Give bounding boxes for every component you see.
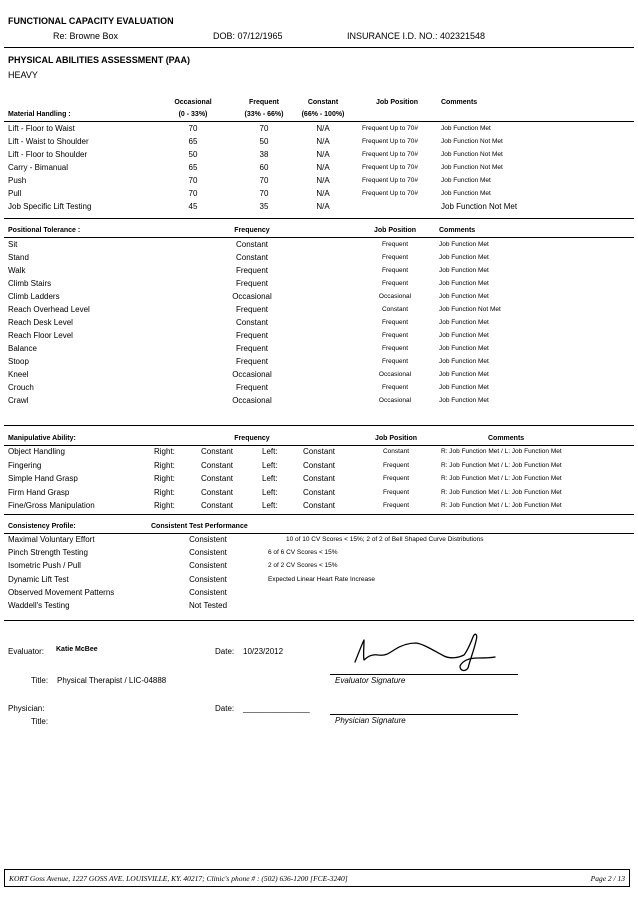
- material-col-constant-range: (66% - 100%): [301, 111, 345, 118]
- material-row-occasional: 70: [188, 124, 198, 133]
- material-row-frequent: 38: [259, 150, 269, 159]
- material-row-comment: Job Function Not Met: [441, 202, 518, 211]
- manipulative-right-label: Right:: [154, 488, 175, 497]
- material-col-frequent: Frequent: [249, 99, 279, 106]
- manipulative-row-comment: R: Job Function Met / L: Job Function Met: [441, 502, 562, 509]
- positional-row-comment: Job Function Met: [439, 254, 489, 261]
- positional-row-comment: Job Function Not Met: [439, 306, 501, 313]
- physician-title-label: Title:: [31, 717, 49, 726]
- positional-row-label: Balance: [8, 344, 37, 353]
- positional-row-label: Reach Overhead Level: [8, 305, 90, 314]
- positional-row-job: Frequent: [381, 241, 409, 248]
- manipulative-left-label: Left:: [262, 461, 278, 470]
- positional-row-frequency: Frequent: [235, 344, 269, 353]
- positional-row-job: Frequent: [381, 384, 409, 391]
- positional-row-job: Frequent: [381, 332, 409, 339]
- evaluator-title: Physical Therapist / LIC-04888: [57, 676, 167, 685]
- material-section-label: Material Handling :: [8, 111, 71, 118]
- footer-address: KORT Goss Avenue, 1227 GOSS AVE. LOUISVILLE, KY. 40217; Clinic's phone # : (502) 636-1200 [FCE-3240]: [9, 874, 348, 883]
- consistency-row-label: Pinch Strength Testing: [8, 548, 88, 557]
- manipulative-row-left: Constant: [303, 488, 336, 497]
- evaluator-label: Evaluator:: [8, 647, 45, 656]
- positional-row-label: Kneel: [8, 370, 29, 379]
- manipulative-row-comment: R: Job Function Met / L: Job Function Met: [441, 475, 562, 482]
- manipulative-row-label: Object Handling: [8, 447, 65, 456]
- positional-row-label: Stoop: [8, 357, 29, 366]
- manipulative-row-job: Frequent: [382, 489, 410, 496]
- material-row-job: Frequent Up to 70#: [362, 138, 419, 145]
- positional-row-comment: Job Function Met: [439, 371, 489, 378]
- consistency-row-result: Consistent: [189, 535, 227, 544]
- positional-row-frequency: Constant: [235, 240, 269, 249]
- evaluator-signature-line: [330, 674, 518, 675]
- manipulative-row-job: Frequent: [382, 502, 410, 509]
- material-row-label: Pull: [8, 189, 22, 198]
- consistency-row-note: 10 of 10 CV Scores < 15%; 2 of 2 of Bell Shaped Curve Distributions: [286, 536, 484, 543]
- positional-row-job: Frequent: [381, 358, 409, 365]
- material-row-occasional: 45: [188, 202, 198, 211]
- material-row-constant: N/A: [316, 189, 330, 198]
- evaluator-date-label: Date:: [215, 647, 235, 656]
- consistency-row-label: Maximal Voluntary Effort: [8, 535, 95, 544]
- positional-row-frequency: Constant: [235, 253, 269, 262]
- manipulative-row-comment: R: Job Function Met / L: Job Function Met: [441, 462, 562, 469]
- positional-row-label: Climb Ladders: [8, 292, 60, 301]
- consistency-row-note: Expected Linear Heart Rate Increase: [268, 576, 375, 583]
- positional-row-comment: Job Function Met: [439, 332, 489, 339]
- manipulative-row-job: Constant: [382, 448, 410, 455]
- consistency-row-result: Consistent: [189, 588, 227, 597]
- material-row-frequent: 70: [259, 124, 269, 133]
- positional-row-label: Reach Floor Level: [8, 331, 73, 340]
- header-divider: [4, 47, 634, 48]
- material-row-constant: N/A: [316, 202, 330, 211]
- document-title: FUNCTIONAL CAPACITY EVALUATION: [8, 16, 174, 26]
- positional-row-frequency: Frequent: [235, 279, 269, 288]
- material-row-label: Job Specific Lift Testing: [8, 202, 92, 211]
- positional-row-job: Occasional: [378, 397, 412, 404]
- patient-dob: DOB: 07/12/1965: [213, 31, 283, 41]
- positional-row-comment: Job Function Met: [439, 319, 489, 326]
- positional-header-divider: [4, 237, 634, 238]
- manipulative-row-left: Constant: [303, 447, 336, 456]
- positional-row-job: Occasional: [378, 293, 412, 300]
- physician-date-label: Date:: [215, 704, 235, 713]
- material-row-label: Lift - Floor to Waist: [8, 124, 75, 133]
- physician-signature-line: [330, 714, 518, 715]
- material-col-occasional-range: (0 - 33%): [178, 111, 208, 118]
- positional-row-frequency: Frequent: [235, 305, 269, 314]
- manipulative-row-comment: R: Job Function Met / L: Job Function Met: [441, 489, 562, 496]
- manipulative-row-comment: R: Job Function Met / L: Job Function Met: [441, 448, 562, 455]
- consistency-section-label: Consistency Profile:: [8, 523, 76, 530]
- material-row-constant: N/A: [316, 137, 330, 146]
- consistency-row-result: Not Tested: [188, 601, 228, 610]
- consistency-row-result: Consistent: [189, 561, 227, 570]
- consistency-row-label: Dynamic Lift Test: [8, 575, 69, 584]
- manipulative-col-frequency: Frequency: [234, 435, 270, 442]
- positional-row-frequency: Occasional: [232, 396, 272, 405]
- manipulative-right-label: Right:: [154, 474, 175, 483]
- manipulative-row-right: Constant: [201, 488, 234, 497]
- consistency-row-result: Consistent: [189, 575, 227, 584]
- material-row-label: Lift - Floor to Shoulder: [8, 150, 88, 159]
- manipulative-row-right: Constant: [201, 461, 234, 470]
- evaluator-name: Katie McBee: [56, 646, 98, 653]
- material-row-job: Frequent Up to 70#: [362, 125, 419, 132]
- material-col-frequent-range: (33% - 66%): [244, 111, 284, 118]
- material-row-job: Frequent Up to 70#: [362, 151, 419, 158]
- manipulative-right-label: Right:: [154, 461, 175, 470]
- manipulative-row-left: Constant: [303, 461, 336, 470]
- consistency-row-label: Waddell's Testing: [8, 601, 70, 610]
- material-row-constant: N/A: [316, 150, 330, 159]
- positional-row-label: Crouch: [8, 383, 34, 392]
- manipulative-row-left: Constant: [303, 474, 336, 483]
- physician-signature-label: Physician Signature: [335, 716, 406, 725]
- positional-row-label: Sit: [8, 240, 18, 249]
- manipulative-row-right: Constant: [201, 474, 234, 483]
- material-row-job: Frequent Up to 70#: [362, 190, 419, 197]
- positional-row-frequency: Constant: [235, 318, 269, 327]
- manipulative-divider: [4, 514, 634, 515]
- consistency-row-note: 2 of 2 CV Scores < 15%: [268, 562, 338, 569]
- positional-divider: [4, 425, 634, 426]
- positional-col-comments: Comments: [439, 227, 476, 234]
- manipulative-col-job: Job Position: [375, 435, 417, 442]
- evaluator-signature-image: [350, 628, 500, 676]
- material-row-comment: Job Function Met: [441, 125, 491, 132]
- material-row-frequent: 70: [259, 176, 269, 185]
- material-row-comment: Job Function Not Met: [441, 164, 503, 171]
- material-row-occasional: 70: [188, 189, 198, 198]
- manipulative-col-comments: Comments: [488, 435, 525, 442]
- material-col-job: Job Position: [376, 99, 418, 106]
- positional-row-job: Frequent: [381, 280, 409, 287]
- positional-section-label: Positional Tolerance :: [8, 227, 81, 234]
- physician-date: _______________: [243, 704, 310, 713]
- positional-row-label: Stand: [8, 253, 29, 262]
- material-row-occasional: 70: [188, 176, 198, 185]
- positional-row-comment: Job Function Met: [439, 397, 489, 404]
- material-divider: [4, 218, 634, 219]
- positional-row-job: Frequent: [381, 319, 409, 326]
- positional-row-comment: Job Function Met: [439, 241, 489, 248]
- evaluator-title-label: Title:: [31, 676, 49, 685]
- material-row-constant: N/A: [316, 176, 330, 185]
- positional-row-frequency: Occasional: [232, 370, 272, 379]
- consistency-row-result: Consistent: [189, 548, 227, 557]
- manipulative-row-right: Constant: [201, 447, 234, 456]
- manipulative-row-job: Frequent: [382, 462, 410, 469]
- material-row-frequent: 70: [259, 189, 269, 198]
- material-row-comment: Job Function Met: [441, 177, 491, 184]
- manipulative-right-label: Right:: [154, 447, 175, 456]
- material-row-comment: Job Function Not Met: [441, 138, 503, 145]
- positional-row-frequency: Frequent: [235, 383, 269, 392]
- page-number: Page 2 / 13: [590, 874, 625, 883]
- material-row-label: Push: [8, 176, 27, 185]
- evaluator-signature-label: Evaluator Signature: [335, 676, 406, 685]
- physician-label: Physician:: [8, 704, 45, 713]
- manipulative-row-label: Fine/Gross Manipulation: [8, 501, 95, 510]
- material-row-constant: N/A: [316, 124, 330, 133]
- manipulative-header-divider: [4, 445, 634, 446]
- manipulative-row-label: Fingering: [8, 461, 42, 470]
- material-header-divider: [4, 121, 634, 122]
- material-row-occasional: 65: [188, 163, 198, 172]
- positional-row-comment: Job Function Met: [439, 267, 489, 274]
- evaluator-date: 10/23/2012: [243, 647, 284, 656]
- material-row-comment: Job Function Not Met: [441, 151, 503, 158]
- consistency-header-divider: [4, 533, 634, 534]
- material-col-comments: Comments: [441, 99, 478, 106]
- positional-col-job: Job Position: [374, 227, 416, 234]
- positional-row-job: Constant: [381, 306, 409, 313]
- paa-title: PHYSICAL ABILITIES ASSESSMENT (PAA): [8, 55, 191, 65]
- manipulative-left-label: Left:: [262, 488, 278, 497]
- positional-row-comment: Job Function Met: [439, 293, 489, 300]
- manipulative-row-left: Constant: [303, 501, 336, 510]
- consistency-row-note: 6 of 6 CV Scores < 15%: [268, 549, 338, 556]
- positional-row-comment: Job Function Met: [439, 384, 489, 391]
- positional-row-comment: Job Function Met: [439, 358, 489, 365]
- positional-row-comment: Job Function Met: [439, 280, 489, 287]
- manipulative-left-label: Left:: [262, 501, 278, 510]
- consistency-row-label: Observed Movement Patterns: [8, 588, 115, 597]
- positional-row-label: Reach Desk Level: [8, 318, 73, 327]
- material-row-frequent: 50: [259, 137, 269, 146]
- manipulative-left-label: Left:: [262, 474, 278, 483]
- manipulative-row-job: Frequent: [382, 475, 410, 482]
- positional-col-frequency: Frequency: [234, 227, 270, 234]
- positional-row-label: Walk: [8, 266, 26, 275]
- manipulative-right-label: Right:: [154, 501, 175, 510]
- consistency-row-label: Isometric Push / Pull: [8, 561, 81, 570]
- manipulative-row-label: Firm Hand Grasp: [8, 488, 70, 497]
- positional-row-comment: Job Function Met: [439, 345, 489, 352]
- material-row-label: Lift - Waist to Shoulder: [8, 137, 89, 146]
- paa-level: HEAVY: [8, 70, 38, 80]
- patient-name: Re: Browne Box: [53, 31, 119, 41]
- material-row-frequent: 35: [259, 202, 269, 211]
- manipulative-row-right: Constant: [201, 501, 234, 510]
- material-row-constant: N/A: [316, 163, 330, 172]
- manipulative-row-label: Simple Hand Grasp: [8, 474, 78, 483]
- insurance-id: INSURANCE I.D. NO.: 402321548: [347, 31, 486, 41]
- manipulative-left-label: Left:: [262, 447, 278, 456]
- positional-row-job: Frequent: [381, 254, 409, 261]
- positional-row-frequency: Frequent: [235, 357, 269, 366]
- material-row-job: Frequent Up to 70#: [362, 177, 419, 184]
- material-row-label: Carry - Bimanual: [8, 163, 69, 172]
- material-row-comment: Job Function Met: [441, 190, 491, 197]
- positional-row-frequency: Frequent: [235, 266, 269, 275]
- material-col-occasional: Occasional: [174, 99, 212, 106]
- positional-row-job: Frequent: [381, 345, 409, 352]
- positional-row-frequency: Occasional: [232, 292, 272, 301]
- positional-row-job: Frequent: [381, 267, 409, 274]
- positional-row-frequency: Frequent: [235, 331, 269, 340]
- page-footer: [4, 869, 630, 887]
- material-row-occasional: 65: [188, 137, 198, 146]
- material-row-job: Frequent Up to 70#: [362, 164, 419, 171]
- positional-row-label: Crawl: [8, 396, 29, 405]
- positional-row-label: Climb Stairs: [8, 279, 52, 288]
- material-col-constant: Constant: [307, 99, 339, 106]
- consistency-divider: [4, 620, 634, 621]
- manipulative-section-label: Manipulative Ability:: [8, 435, 76, 442]
- material-row-occasional: 50: [188, 150, 198, 159]
- positional-row-job: Occasional: [378, 371, 412, 378]
- material-row-frequent: 60: [259, 163, 269, 172]
- consistency-col-performance: Consistent Test Performance: [151, 523, 248, 530]
